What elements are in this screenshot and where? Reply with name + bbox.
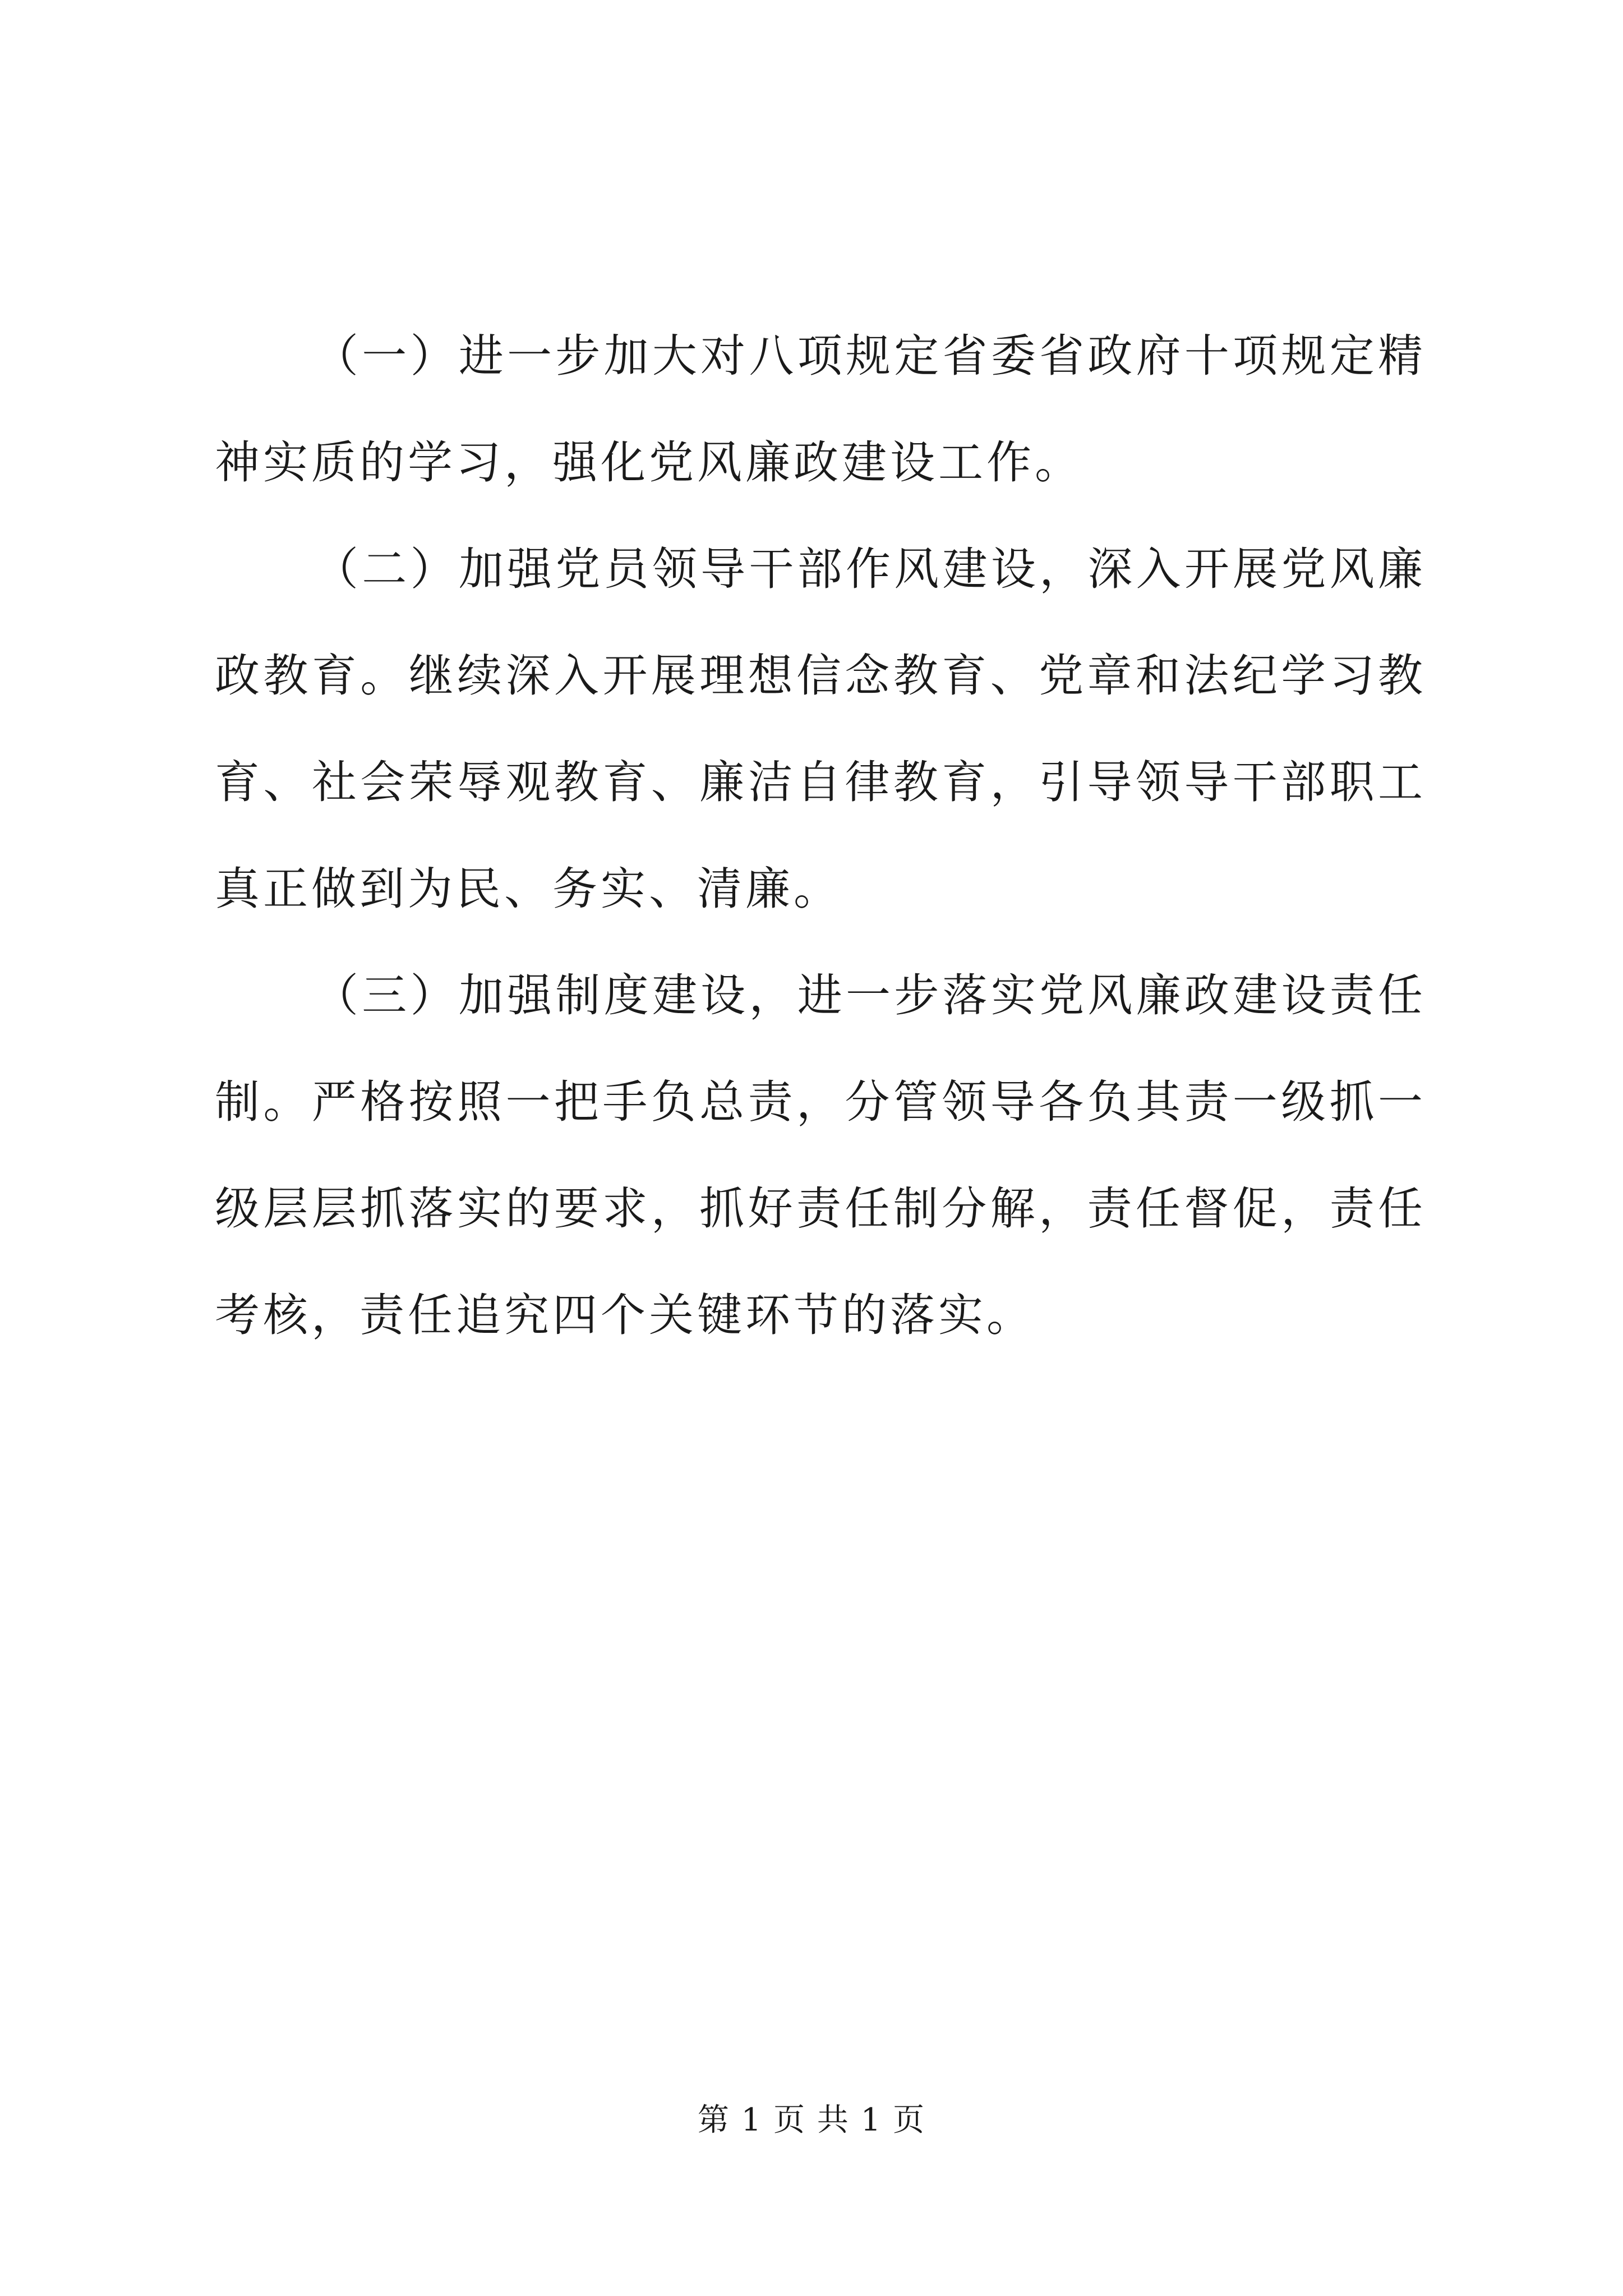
document-body	[215, 303, 1426, 1369]
paragraph-1: （一）进一步加大对八项规定省委省政府十项规定精神实质的学习，强化党风廉政建设工作。	[215, 330, 1426, 489]
page-footer	[0, 2098, 1623, 2143]
page-number-label: 第 1 页 共 1 页	[697, 2102, 926, 2138]
paragraph-3: （三）加强制度建设，进一步落实党风廉政建设责任制。严格按照一把手负总责，分管领导各负其责一级抓一级层层抓落实的要求，抓好责任制分解，责任督促，责任考核，责任追究四个关键环节的落实。	[215, 969, 1426, 1341]
paragraph-2: （二）加强党员领导干部作风建设，深入开展党风廉政教育。继续深入开展理想信念教育、党章和法纪学习教育、社会荣辱观教育、廉洁自律教育，引导领导干部职工真正做到为民、务实、清廉。	[215, 543, 1426, 915]
